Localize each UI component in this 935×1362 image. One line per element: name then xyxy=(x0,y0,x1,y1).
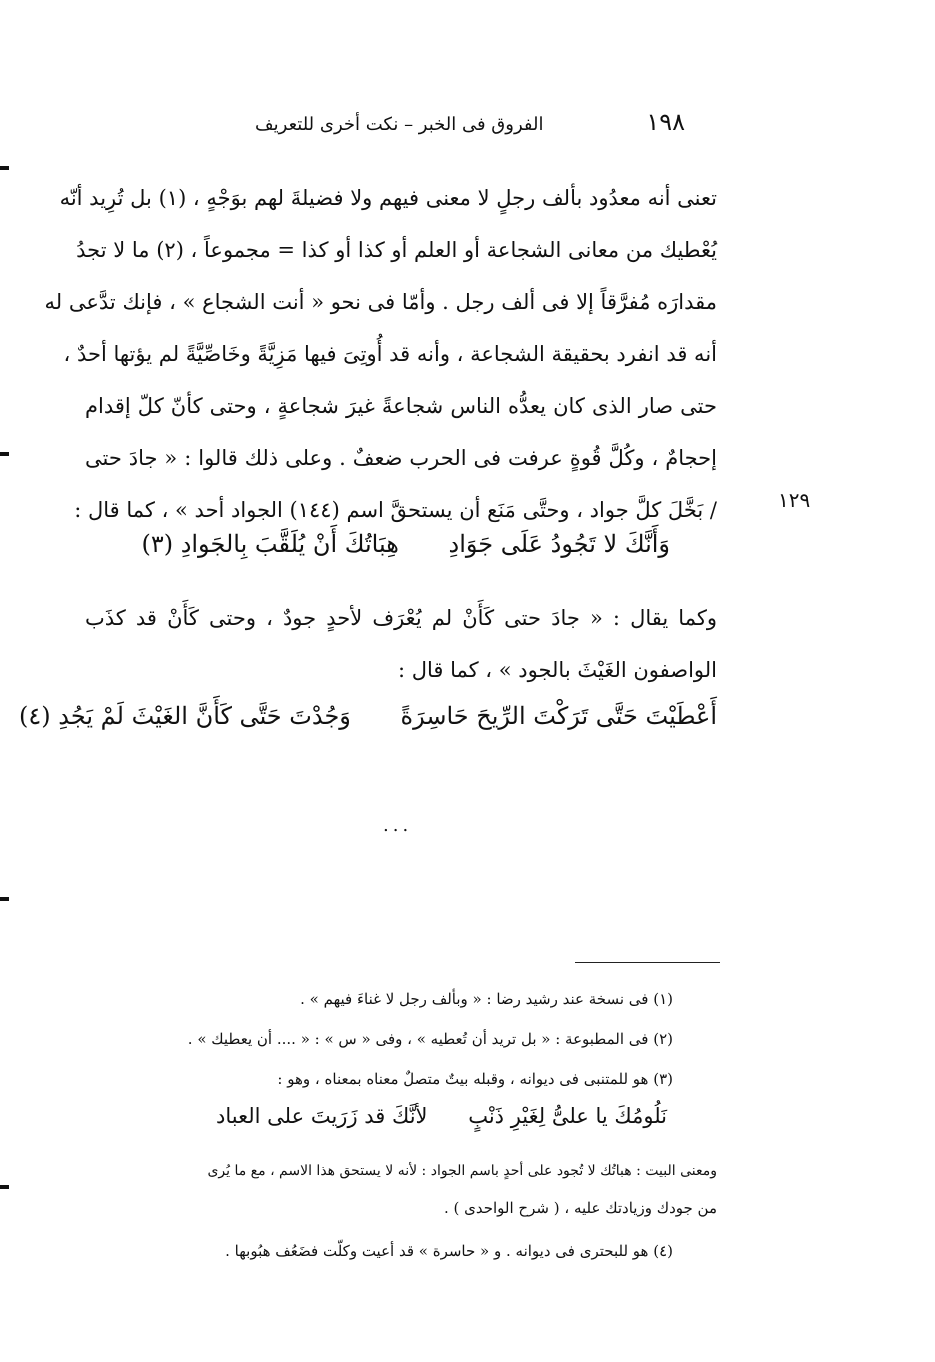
text-line: إحجامٌ ، وكُلَّ قُوةٍ عرفت فى الحرب ضعفٌ . وعلى ذلك قالوا : « جادَ حتى xyxy=(85,446,717,470)
footnote-4: (٤) هو للبحترى فى ديوانه . و « حاسرة » قد أعيت وكلّت فضَعُف هبُوبها . xyxy=(225,1242,673,1260)
text-line: أنه قد انفرد بحقيقة الشجاعة ، وأنه قد أُوتِىَ فيها مَزِيَّةً وخَاصِّيَّةً لم يؤتها أحدٌ ، xyxy=(63,342,717,366)
edge-mark xyxy=(0,1185,9,1189)
running-title: الفروق فى الخبر – نكت أخرى للتعريف xyxy=(255,114,544,135)
page-number: ١٩٨ xyxy=(646,108,685,136)
main-text-continued xyxy=(85,592,717,696)
verse-hemistich: أَعْطَيْتَ حَتَّى تَرَكْتَ الرِّيحَ حَاسِرَةً xyxy=(400,702,717,730)
verse-hemistich: وَأَنَّكَ لا تَجُودُ عَلَى جَوَادِ xyxy=(448,530,670,558)
edge-mark xyxy=(0,897,9,901)
verse-hemistich: نَلُومُكَ يا علىُّ لِغَيْرِ ذَنْبٍ xyxy=(468,1104,667,1128)
footnote-3: (٣) هو للمتنبى فى ديوانه ، وقبله بيتٌ متصلٌ معناه بمعناه ، وهو : xyxy=(277,1070,673,1088)
page-header xyxy=(255,108,685,142)
verse-hemistich: هِبَاتُكَ أَنْ يُلَقَّبَ بِالجَوادِ (٣) xyxy=(141,530,399,558)
footnote-1: (١) فى نسخة عند رشيد رضا : « وبألف رجل لا غناءَ فيهم » . xyxy=(300,990,673,1008)
section-separator: ... xyxy=(383,815,413,836)
text-line: حتى صار الذى كان يعدُّه الناس شجاعةً غيرَ شجاعةٍ ، وحتى كأنّ كلّ إقدام xyxy=(85,394,717,418)
text-line: الواصفون الغَيْثَ بالجود » ، كما قال : xyxy=(397,658,717,682)
verse-hemistich: لأنَّكَ قد زَرَيتَ على العباد xyxy=(216,1104,428,1128)
footnote-3-explanation: ومعنى البيت : هباتُك لا تُجود على أحدٍ باسم الجواد : لأنه لا يستحق هذا الاسم ، مع ما يُرى xyxy=(207,1163,717,1179)
verse-1 xyxy=(141,530,670,558)
footnote-2: (٢) فى المطبوعة : « بل تريد أن تُعطيه » ، وفى « س » : « .... أن يعطيك » . xyxy=(187,1030,673,1048)
text-line: مقدارَه مُفرَّقاً إلا فى ألف رجل . وأمّا فى نحو « أنت الشجاع » ، فإنك تدَّعى له xyxy=(44,290,717,314)
footnote-3-verse xyxy=(216,1104,667,1128)
verse-hemistich: وَجُدْتَ حَتَّى كَأَنَّ الغَيْثَ لَمْ يَجُدِ (٤) xyxy=(19,702,351,730)
main-text xyxy=(44,172,717,536)
verse-2 xyxy=(19,702,717,730)
edge-mark xyxy=(0,166,9,170)
text-line: وكما يقال : « جادَ حتى كَأَنْ لم يُعْرَف لأحدٍ جودٌ ، وحتى كَأَنْ قد كذَب xyxy=(85,606,717,630)
margin-page-number: ١٢٩ xyxy=(778,488,811,512)
edge-mark xyxy=(0,452,9,456)
footnote-3-explanation: من جودك وزيادتك عليه ، ( شرح الواحدى ) . xyxy=(443,1199,717,1217)
text-line: تعنى أنه معدُود بألف رجلٍ لا معنى فيهم ولا فضيلةَ لهم بوَجْهٍ ، (١) بل تُرِيد أنّه xyxy=(59,186,717,210)
text-line: يُعْطيك من معانى الشجاعة أو العلم أو كذا أو كذا = مجموعاً ، (٢) ما لا تجدُ xyxy=(76,238,717,262)
footnote-divider xyxy=(575,962,720,963)
text-line: / بَخَّلَ كلَّ جواد ، وحتَّى مَنَع أن يستحقَّ اسم (١٤٤) الجواد أحد » ، كما قال : xyxy=(74,498,717,522)
